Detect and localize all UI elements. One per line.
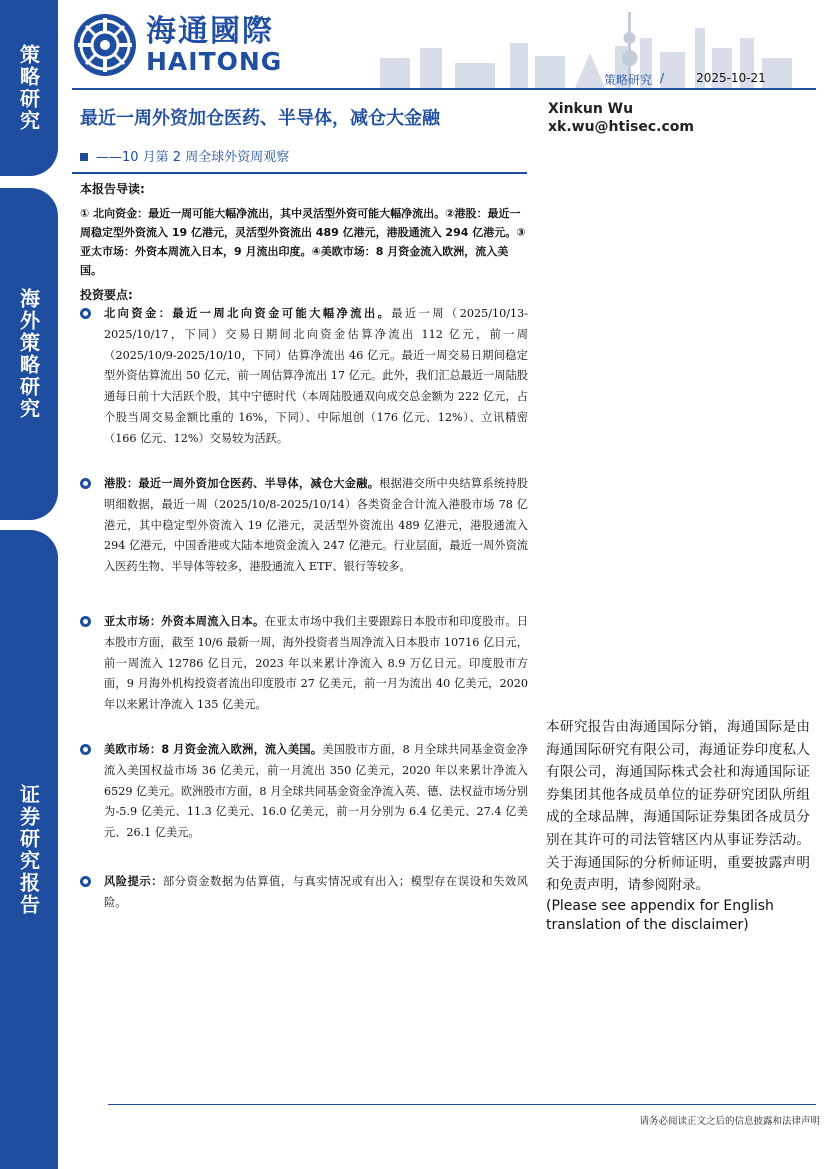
guide-heading: 本报告导读: — [80, 182, 145, 196]
key-point-text: 部分资金数据为估算值，与真实情况或有出入；模型存在误设和失效风险。 — [104, 875, 528, 909]
key-point-lead: 北向资金：最近一周北向资金可能大幅净流出。 — [104, 307, 392, 320]
sidebar — [0, 0, 58, 1169]
key-point-lead: 美欧市场：8 月资金流入欧洲，流入美国。 — [104, 743, 323, 756]
guide-body: ① 北向资金：最近一周可能大幅净流出，其中灵活型外资可能大幅净流出。②港股：最近一周稳定型外资流入 19 亿港元，灵活型外资流出 489 亿港元，港股通流入 294 亿港元。③亚太市场：外资本周流入日本，9 月流出印度。④美欧市场：8 月资金流入欧洲，流入美国。 — [80, 207, 526, 277]
key-point-northbound — [80, 304, 528, 450]
key-point-asia-pacific — [80, 612, 528, 716]
key-point-text: 美国股市方面，8 月全球共同基金资金净流入美国权益市场 36 亿美元，前一月流出 350 亿美元，2020 年以来累计净流入 6529 亿美元。欧洲股市方面，8 月全球共同基金资金净流入英、德、法权益市场分别为-5.9 亿美元、11.3 亿美元、16.0 亿美元，前一月分别为 6.4 亿美元、27.4 亿美元、26.1 亿美元。 — [104, 743, 528, 840]
key-point-us-europe — [80, 740, 528, 844]
brand-name-cn: 海通國際 — [146, 14, 274, 49]
header-divider — [72, 88, 816, 90]
guide-divider — [72, 172, 527, 174]
circle-bullet-icon — [80, 616, 91, 627]
author-name: Xinkun Wu — [548, 101, 634, 117]
header-meta — [604, 71, 766, 88]
key-point-text: 在亚太市场中我们主要跟踪日本股市和印度股市。日本股市方面，截至 10/6 最新一周，海外投资者当周净流入日本股市 10716 亿日元，前一周流入 12786 亿日元，2023 年以来累计净流入 8.9 万亿日元。印度股市方面，9 月海外机构投资者流出印度股市 27 亿美元，前一月为流出 40 亿美元，2020 年以来累计净流入 135 亿美元。 — [104, 615, 528, 712]
header-category: 策略研究 — [604, 73, 653, 87]
key-point-hk-stocks — [80, 474, 528, 578]
key-point-text: 最近一周（2025/10/13-2025/10/17，下同）交易日期间北向资金估算净流出 112 亿元，前一周（2025/10/9-2025/10/10，下同）估算净流出 46 亿元。最近一周交易日期间稳定型外资估算流出 50 亿元，前一周估算净流出 17 亿元。此外，我们汇总最近一周陆股通每日前十大活跃个股，其中宁德时代（本周陆股通双向成交总金额为 222 亿元，占个股当周交易金额比重的 16%，下同）、中际旭创（176 亿元、12%）、立讯精密（166 亿元、12%）交易较为活跃。 — [104, 307, 528, 445]
key-point-lead: 风险提示： — [104, 875, 163, 888]
report-subtitle — [80, 146, 289, 165]
report-subtitle-text: ——10 月第 2 周全球外资周观察 — [96, 150, 290, 165]
disclaimer-en: (Please see appendix for English translation of the disclaimer) — [546, 897, 774, 933]
sidebar-tab-strategy: 策略研究 — [0, 0, 58, 176]
author-block — [548, 100, 694, 136]
haitong-logo-icon — [72, 12, 138, 78]
key-point-risk — [80, 872, 528, 914]
key-point-lead: 港股：最近一周外资加仓医药、半导体，减仓大金融。 — [104, 477, 380, 490]
header-date: 2025-10-21 — [696, 71, 766, 85]
footer-divider — [108, 1104, 816, 1105]
circle-bullet-icon — [80, 876, 91, 887]
report-title: 最近一周外资加仓医药、半导体，减仓大金融 — [80, 108, 440, 129]
sidebar-tab-overseas-strategy: 海外策略研究 — [0, 188, 58, 520]
key-point-lead: 亚太市场：外资本周流入日本。 — [104, 615, 265, 628]
header-separator: / — [660, 71, 665, 85]
square-bullet-icon — [80, 153, 88, 161]
disclaimer — [546, 716, 810, 935]
author-email[interactable]: xk.wu@htisec.com — [548, 119, 694, 135]
disclaimer-cn: 本研究报告由海通国际分销，海通国际是由海通国际研究有限公司，海通证券印度私人有限公司，海通国际株式会社和海通国际证券集团其他各成员单位的证券研究团队所组成的全球品牌，海通国际证券集团各成员分别在其许可的司法管辖区内从事证券活动。关于海通国际的分析师证明，重要披露声明和免责声明，请参阅附录。 — [546, 719, 810, 894]
key-points-heading: 投资要点: — [80, 288, 133, 302]
circle-bullet-icon — [80, 744, 91, 755]
sidebar-tab-research-report: 证券研究报告 — [0, 530, 58, 1169]
brand-name-en: HAITONG — [146, 47, 283, 76]
haitong-logo — [72, 12, 282, 78]
circle-bullet-icon — [80, 308, 91, 319]
key-point-text: 根据港交所中央结算系统持股明细数据，最近一周（2025/10/8-2025/10/14）各类资金合计流入港股市场 78 亿港元，其中稳定型外资流入 19 亿港元，灵活型外资流出 489 亿港元，港股通流入 294 亿港元，中国香港或大陆本地资金流入 247 亿港元。行业层面，最近一周外资流入医药生物、半导体等较多，港股通流入 ETF、银行等较多。 — [104, 477, 528, 574]
circle-bullet-icon — [80, 478, 91, 489]
footer-note: 请务必阅读正文之后的信息披露和法律声明 — [639, 1116, 820, 1127]
